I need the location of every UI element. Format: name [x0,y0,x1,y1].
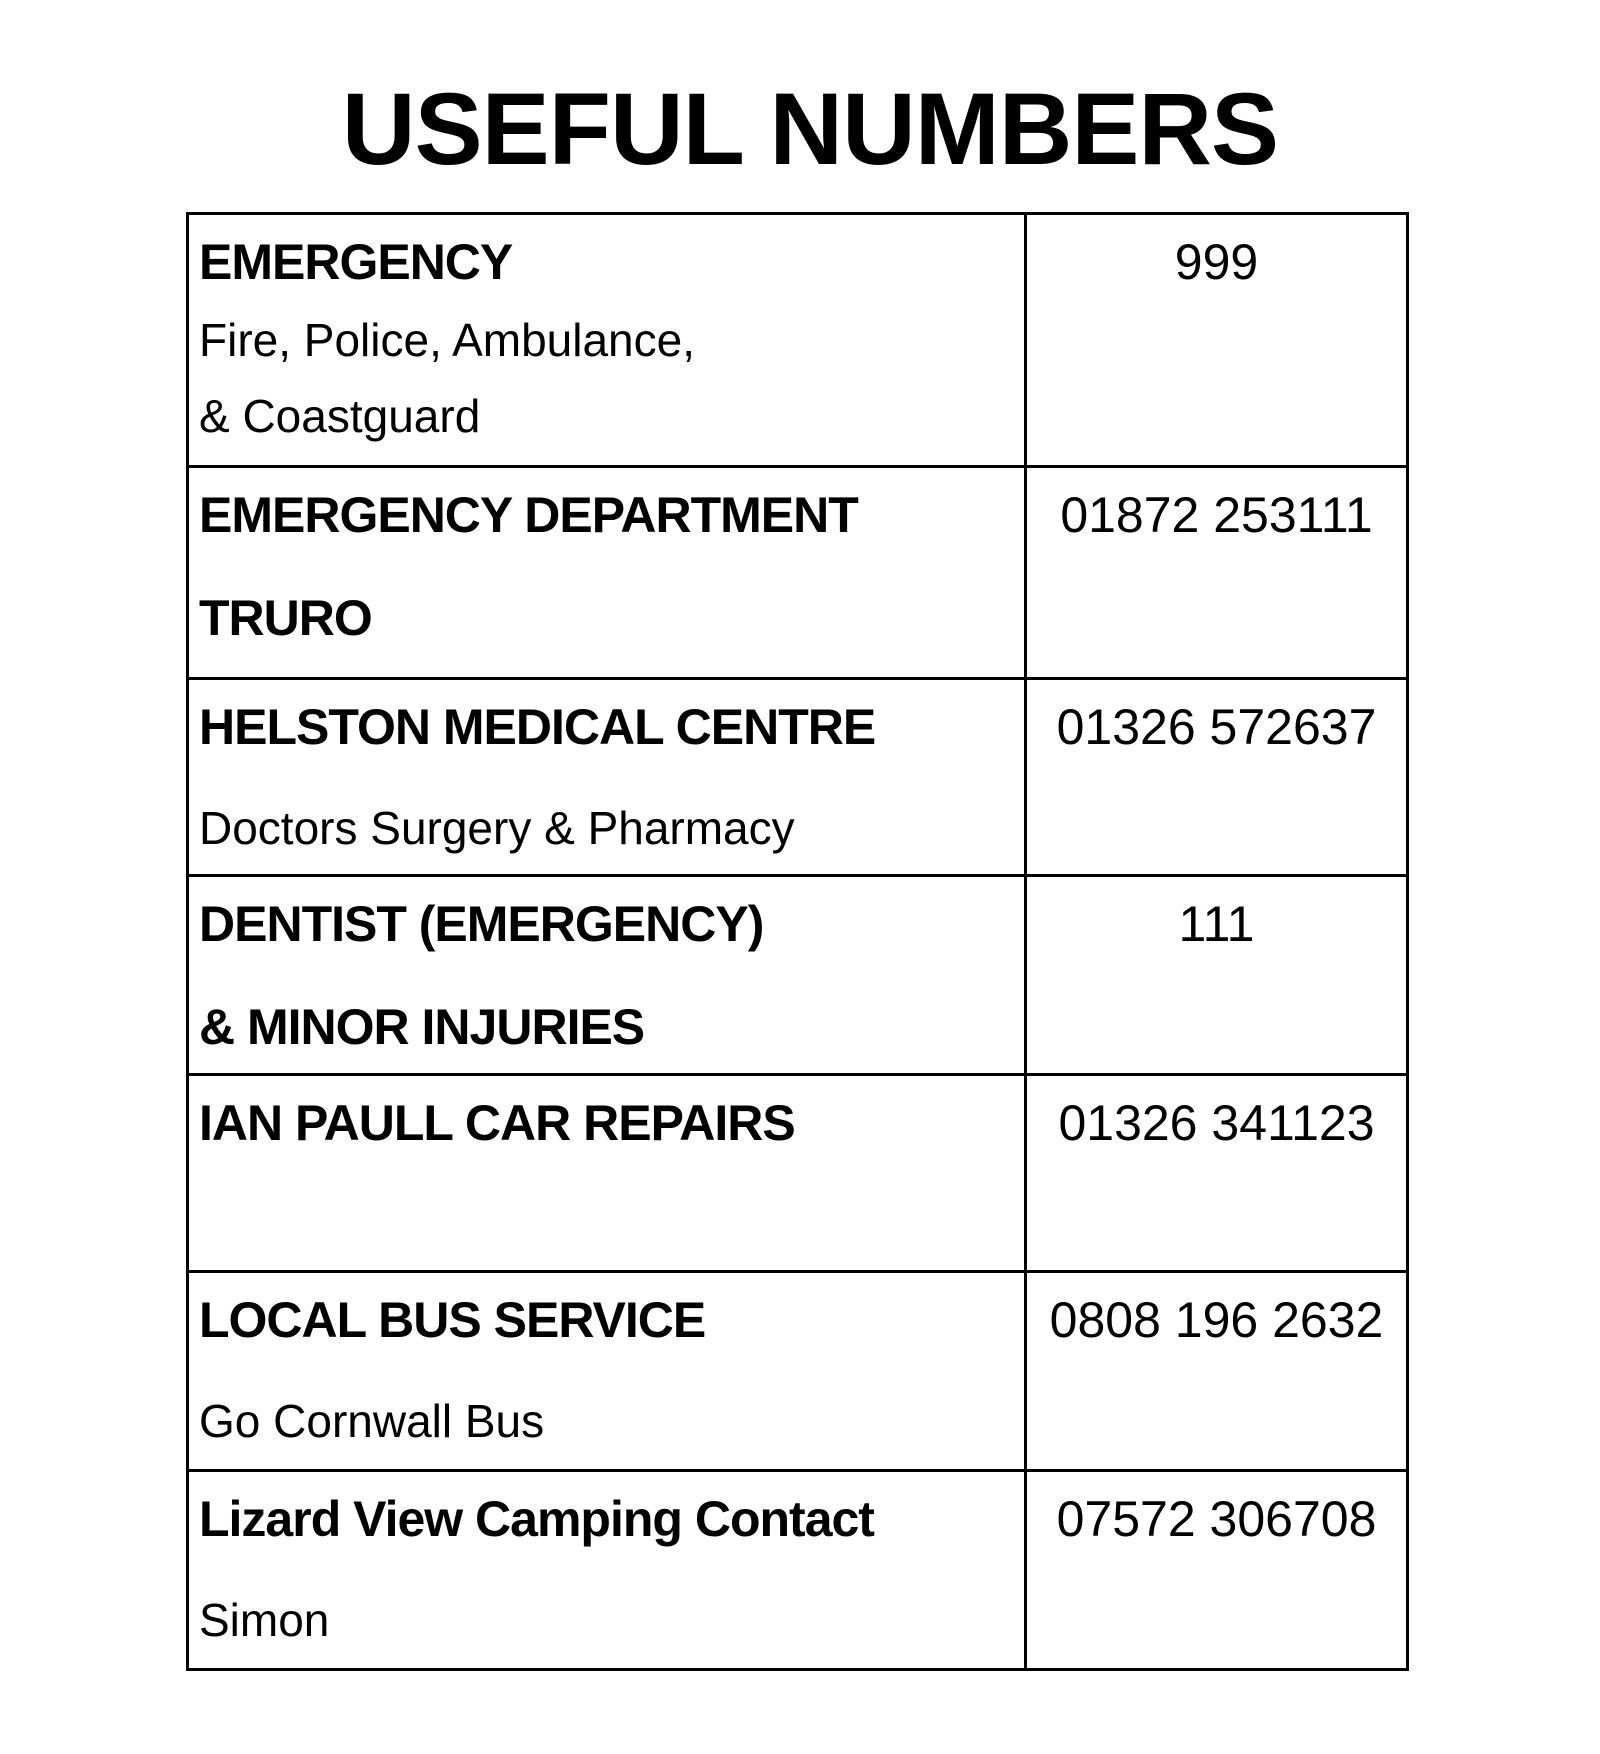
phone-number-cell [1026,1272,1408,1471]
phone-number: 07572 306708 [1056,1491,1377,1547]
contact-detail: Fire, Police, Ambulance, [199,314,696,366]
table-row [188,679,1408,876]
contact-name: LOCAL BUS SERVICE [199,1292,706,1348]
useful-numbers-table [186,212,1409,1671]
contact-name-cell [188,467,1026,679]
table-row [188,876,1408,1075]
phone-number: 01326 572637 [1056,699,1377,755]
phone-number-cell [1026,214,1408,467]
phone-number-cell [1026,876,1408,1075]
contact-name-cell [188,1075,1026,1272]
contact-name: HELSTON MEDICAL CENTRE [199,699,876,755]
contact-name-cell [188,876,1026,1075]
contact-detail: Go Cornwall Bus [199,1395,545,1447]
table-row [188,1471,1408,1670]
page-title: USEFUL NUMBERS [341,72,1279,186]
table-row [188,214,1408,467]
table-row [188,1272,1408,1471]
phone-number: 01872 253111 [1060,487,1373,543]
phone-number: 111 [1178,896,1255,952]
contact-name-cell [188,214,1026,467]
contact-name: DENTIST (EMERGENCY) [199,896,764,952]
table-row [188,1075,1408,1272]
phone-number-cell [1026,467,1408,679]
contact-detail: Doctors Surgery & Pharmacy [199,802,795,854]
contact-name-line-2: TRURO [199,590,372,646]
phone-number: 999 [1174,234,1259,290]
contact-name-line-2: & MINOR INJURIES [199,999,645,1055]
phone-number-cell [1026,1471,1408,1670]
table-row [188,467,1408,679]
phone-number: 01326 341123 [1058,1095,1375,1151]
contact-name: IAN PAULL CAR REPAIRS [199,1095,795,1151]
contact-name-cell [188,1272,1026,1471]
contact-name: Lizard View Camping Contact [199,1491,874,1547]
phone-number: 0808 196 2632 [1049,1292,1384,1348]
contact-detail: Simon [199,1594,330,1646]
contact-name-cell [188,679,1026,876]
phone-number-cell [1026,1075,1408,1272]
contact-detail: & Coastguard [199,390,481,442]
contact-name-cell [188,1471,1026,1670]
phone-number-cell [1026,679,1408,876]
contact-name: EMERGENCY [199,234,513,290]
contact-name: EMERGENCY DEPARTMENT [199,487,858,543]
